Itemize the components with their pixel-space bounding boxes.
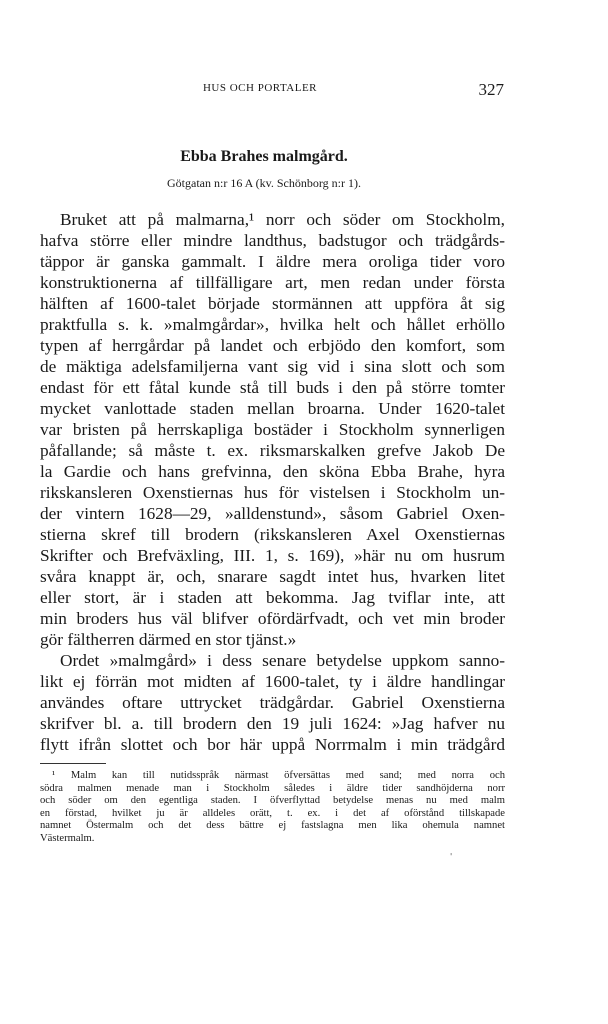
stray-print-mark: ' — [450, 852, 453, 861]
body-line: min broders hus väl blifver ofördärfvadt, och vet min broder — [40, 609, 505, 628]
body-line: eller stort, är i staden att bekomma. Jag tviflar inte, att — [40, 588, 505, 607]
body-line: användes oftare uttrycket trädgårdar. Gabriel Oxenstierna — [40, 693, 505, 712]
body-line: var bristen på herrskapliga bostäder i Stockholm synnerligen — [40, 420, 505, 439]
body-line: praktfulla s. k. »malmgårdar», hvilka helt och hållet erhöllo — [40, 315, 505, 334]
body-text — [40, 209, 505, 755]
body-line: typen af herrgårdar på landet och erbjödo den komfort, som — [40, 336, 505, 355]
running-header — [0, 80, 608, 100]
body-line: likt ej förrän mot midten af 1600-talet, ty i äldre handlingar — [40, 672, 505, 691]
page-number: 327 — [478, 80, 504, 99]
footnote-line: Västermalm. — [40, 832, 95, 844]
body-line: mycket vanlottade staden mellan broarna. Under 1620-talet — [40, 399, 505, 418]
body-line: Skrifter och Brefväxling, III. 1, s. 169), »här nu om husrum — [40, 546, 505, 565]
body-line: der vintern 1628—29, »alldenstund», såsom Gabriel Oxen- — [40, 504, 505, 523]
body-line: Bruket att på malmarna,¹ norr och söder om Stockholm, — [60, 210, 505, 229]
article-title: Ebba Brahes malmgård. — [180, 148, 348, 165]
footnote-line: namnet Östermalm och det dess bättre ej fastslagna men lika ohemula namnet — [40, 820, 505, 831]
footnote-divider — [40, 763, 106, 764]
footnote-line: en förstad, hvilket ju är alldeles orätt, t. ex. i det af oförstånd tillskapade — [40, 807, 505, 819]
body-line: gör fältherren därmed en stor tjänst.» — [40, 630, 297, 649]
body-line: la Gardie och hans grefvinna, den sköna Ebba Brahe, hyra — [40, 462, 505, 481]
body-line: konstruktionerna af tillfälligare art, men redan under första — [40, 273, 505, 292]
body-line: rikskansleren Oxenstiernas hus för vistelsen i Stockholm un- — [40, 483, 505, 502]
running-title: HUS OCH PORTALER — [202, 82, 318, 94]
article-subtitle: Götgatan n:r 16 A (kv. Schönborg n:r 1). — [167, 176, 361, 190]
body-line: påfallande; så måste t. ex. riksmarskalken grefve Jakob De — [40, 441, 505, 460]
body-line: täppor är ganska gammalt. I äldre mera oroliga tider voro — [40, 252, 505, 271]
footnote — [40, 770, 505, 845]
body-line: de mäktiga adelsfamiljerna vant sig vid i sina slott och som — [40, 357, 505, 376]
body-line: svåra knappt är, och, snarare sagdt intet hus, hvarken litet — [40, 567, 505, 586]
footnote-line: ¹ Malm kan till nutidsspråk närmast öfversättas med sand; med norra och — [52, 770, 505, 781]
body-line: Ordet »malmgård» i dess senare betydelse uppkom sanno- — [60, 651, 505, 670]
body-line: endast för ett fåtal kunde stå till buds i den på större tomter — [40, 378, 505, 397]
footnote-line: södra malmen menade man i Stockholm således i äldre tider sandhöjderna norr — [40, 782, 505, 794]
body-line: skrifver bl. a. till brodern den 19 juli 1624: »Jag hafver nu — [40, 714, 505, 733]
body-line: hafva större eller mindre landthus, badstugor och trädgårds- — [40, 231, 505, 250]
footnote-line: och söder om den egentliga staden. I öfverflyttad betydelse menas nu med malm — [40, 795, 505, 806]
body-line: hälften af 1600-talet började stormännen att uppföra åt sig — [40, 294, 505, 313]
body-line: flytt ifrån slottet och bor här uppå Norrmalm i min trädgård — [40, 735, 505, 754]
body-line: stierna skref till brodern (rikskansleren Axel Oxenstiernas — [40, 525, 505, 544]
